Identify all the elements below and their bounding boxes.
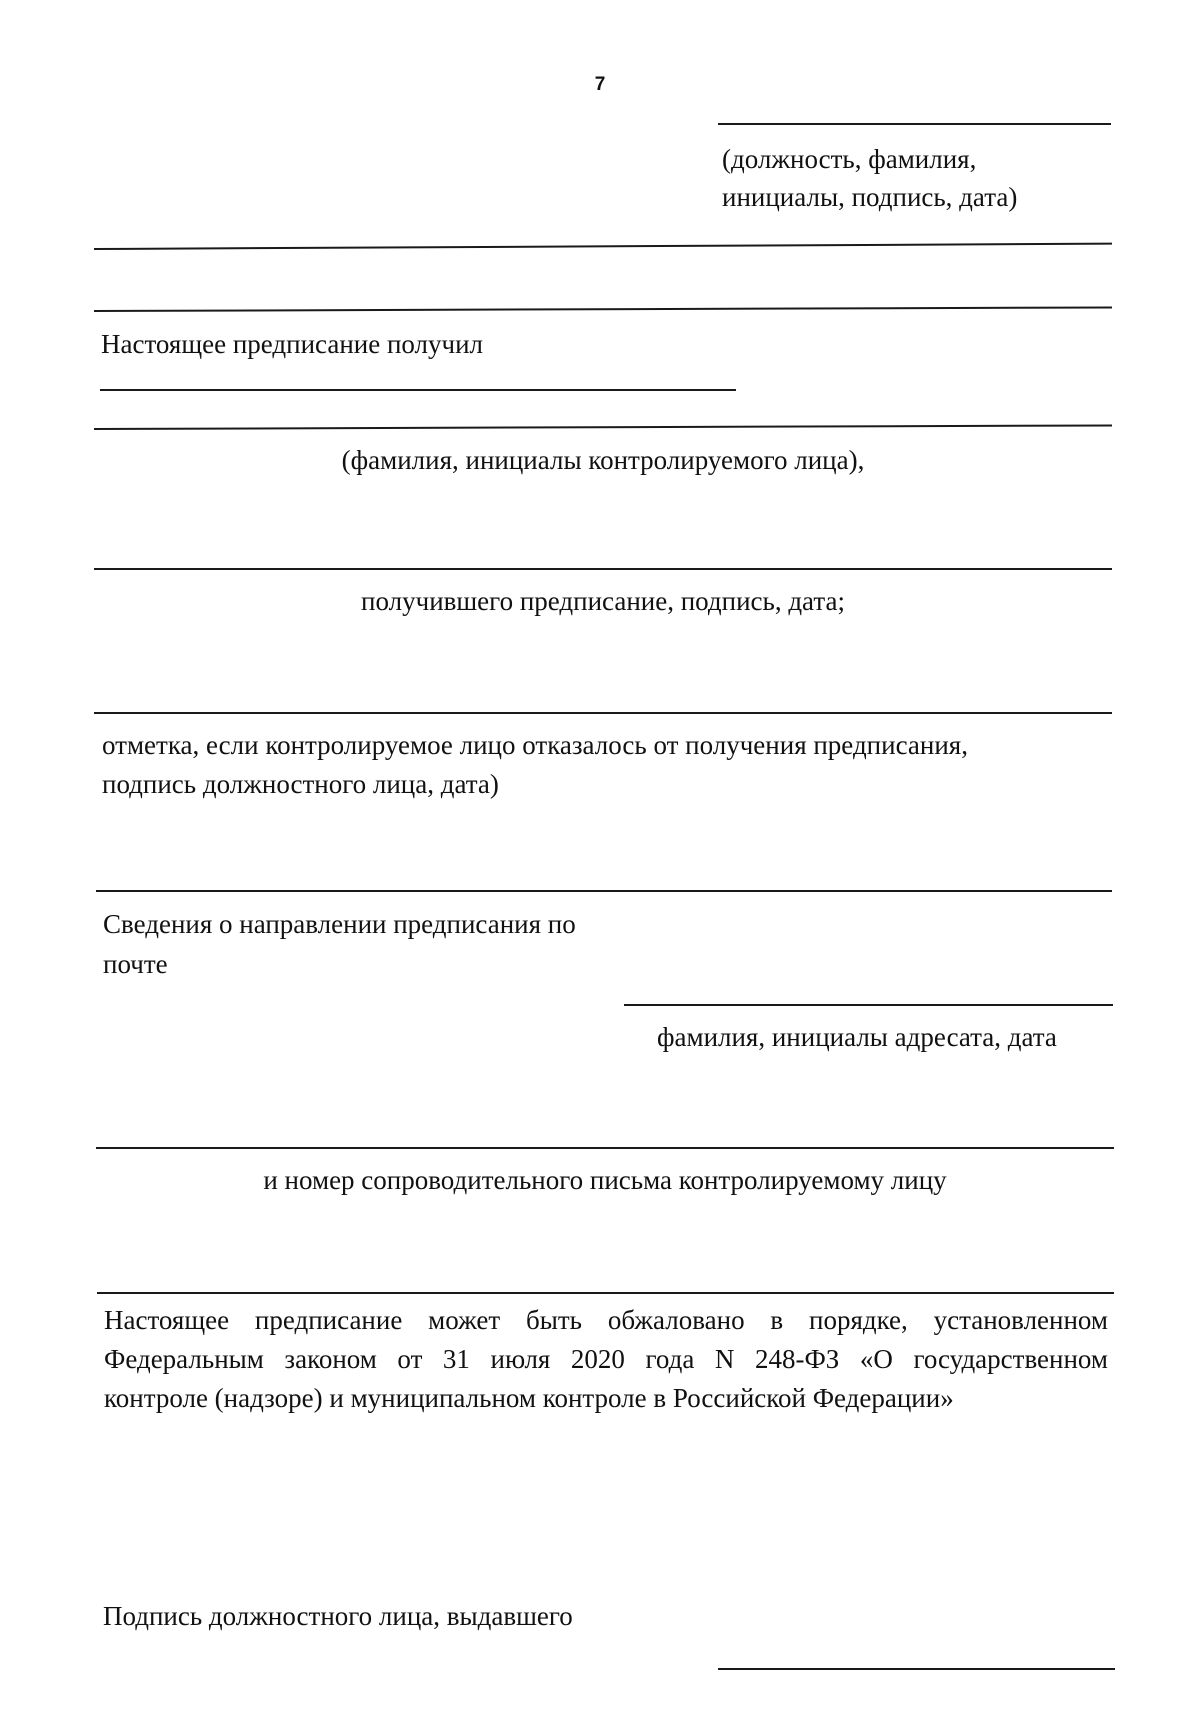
appeal-text-line-2: Федеральным законом от 31 июля 2020 года N 248-ФЗ «О государственном <box>104 1344 1108 1374</box>
blank-line-2 <box>94 306 1112 312</box>
refusal-caption-line-1: отметка, если контролируемое лицо отказалось от получения предписания, <box>102 730 968 760</box>
received-signature-caption: получившего предписание, подпись, дата; <box>361 586 845 616</box>
refusal-line <box>94 712 1112 714</box>
addressee-caption: фамилия, инициалы адресата, дата <box>657 1022 1057 1052</box>
mail-label-line-2: почте <box>103 949 168 979</box>
page-number: 7 <box>594 74 606 95</box>
appeal-text-line-1: Настоящее предписание может быть обжаловано в порядке, установленном <box>104 1305 1108 1335</box>
received-short-line <box>100 389 736 391</box>
official-caption-line-2: инициалы, подпись, дата) <box>722 182 1018 212</box>
controlled-person-caption: (фамилия, инициалы контролируемого лица), <box>341 445 865 475</box>
official-caption-line-1: (должность, фамилия, <box>722 144 977 174</box>
refusal-caption-line-2: подпись должностного лица, дата) <box>102 769 499 799</box>
official-signature-line <box>718 123 1111 125</box>
received-label: Настоящее предписание получил <box>101 329 484 359</box>
issuer-signature-label: Подпись должностного лица, выдавшего <box>103 1601 573 1631</box>
blank-line-1 <box>94 243 1112 250</box>
controlled-person-line <box>94 424 1112 430</box>
appeal-line <box>97 1292 1114 1294</box>
letter-caption: и номер сопроводительного письма контролируемому лицу <box>263 1165 947 1195</box>
mail-label-line-1: Сведения о направлении предписания по <box>103 909 576 939</box>
addressee-line <box>624 1004 1113 1006</box>
issuer-signature-line <box>718 1668 1115 1670</box>
received-signature-line <box>94 568 1112 570</box>
appeal-text-line-3: контроле (надзоре) и муниципальном контроле в Российской Федерации» <box>104 1383 954 1413</box>
mail-line <box>96 890 1112 892</box>
letter-line <box>96 1147 1114 1149</box>
